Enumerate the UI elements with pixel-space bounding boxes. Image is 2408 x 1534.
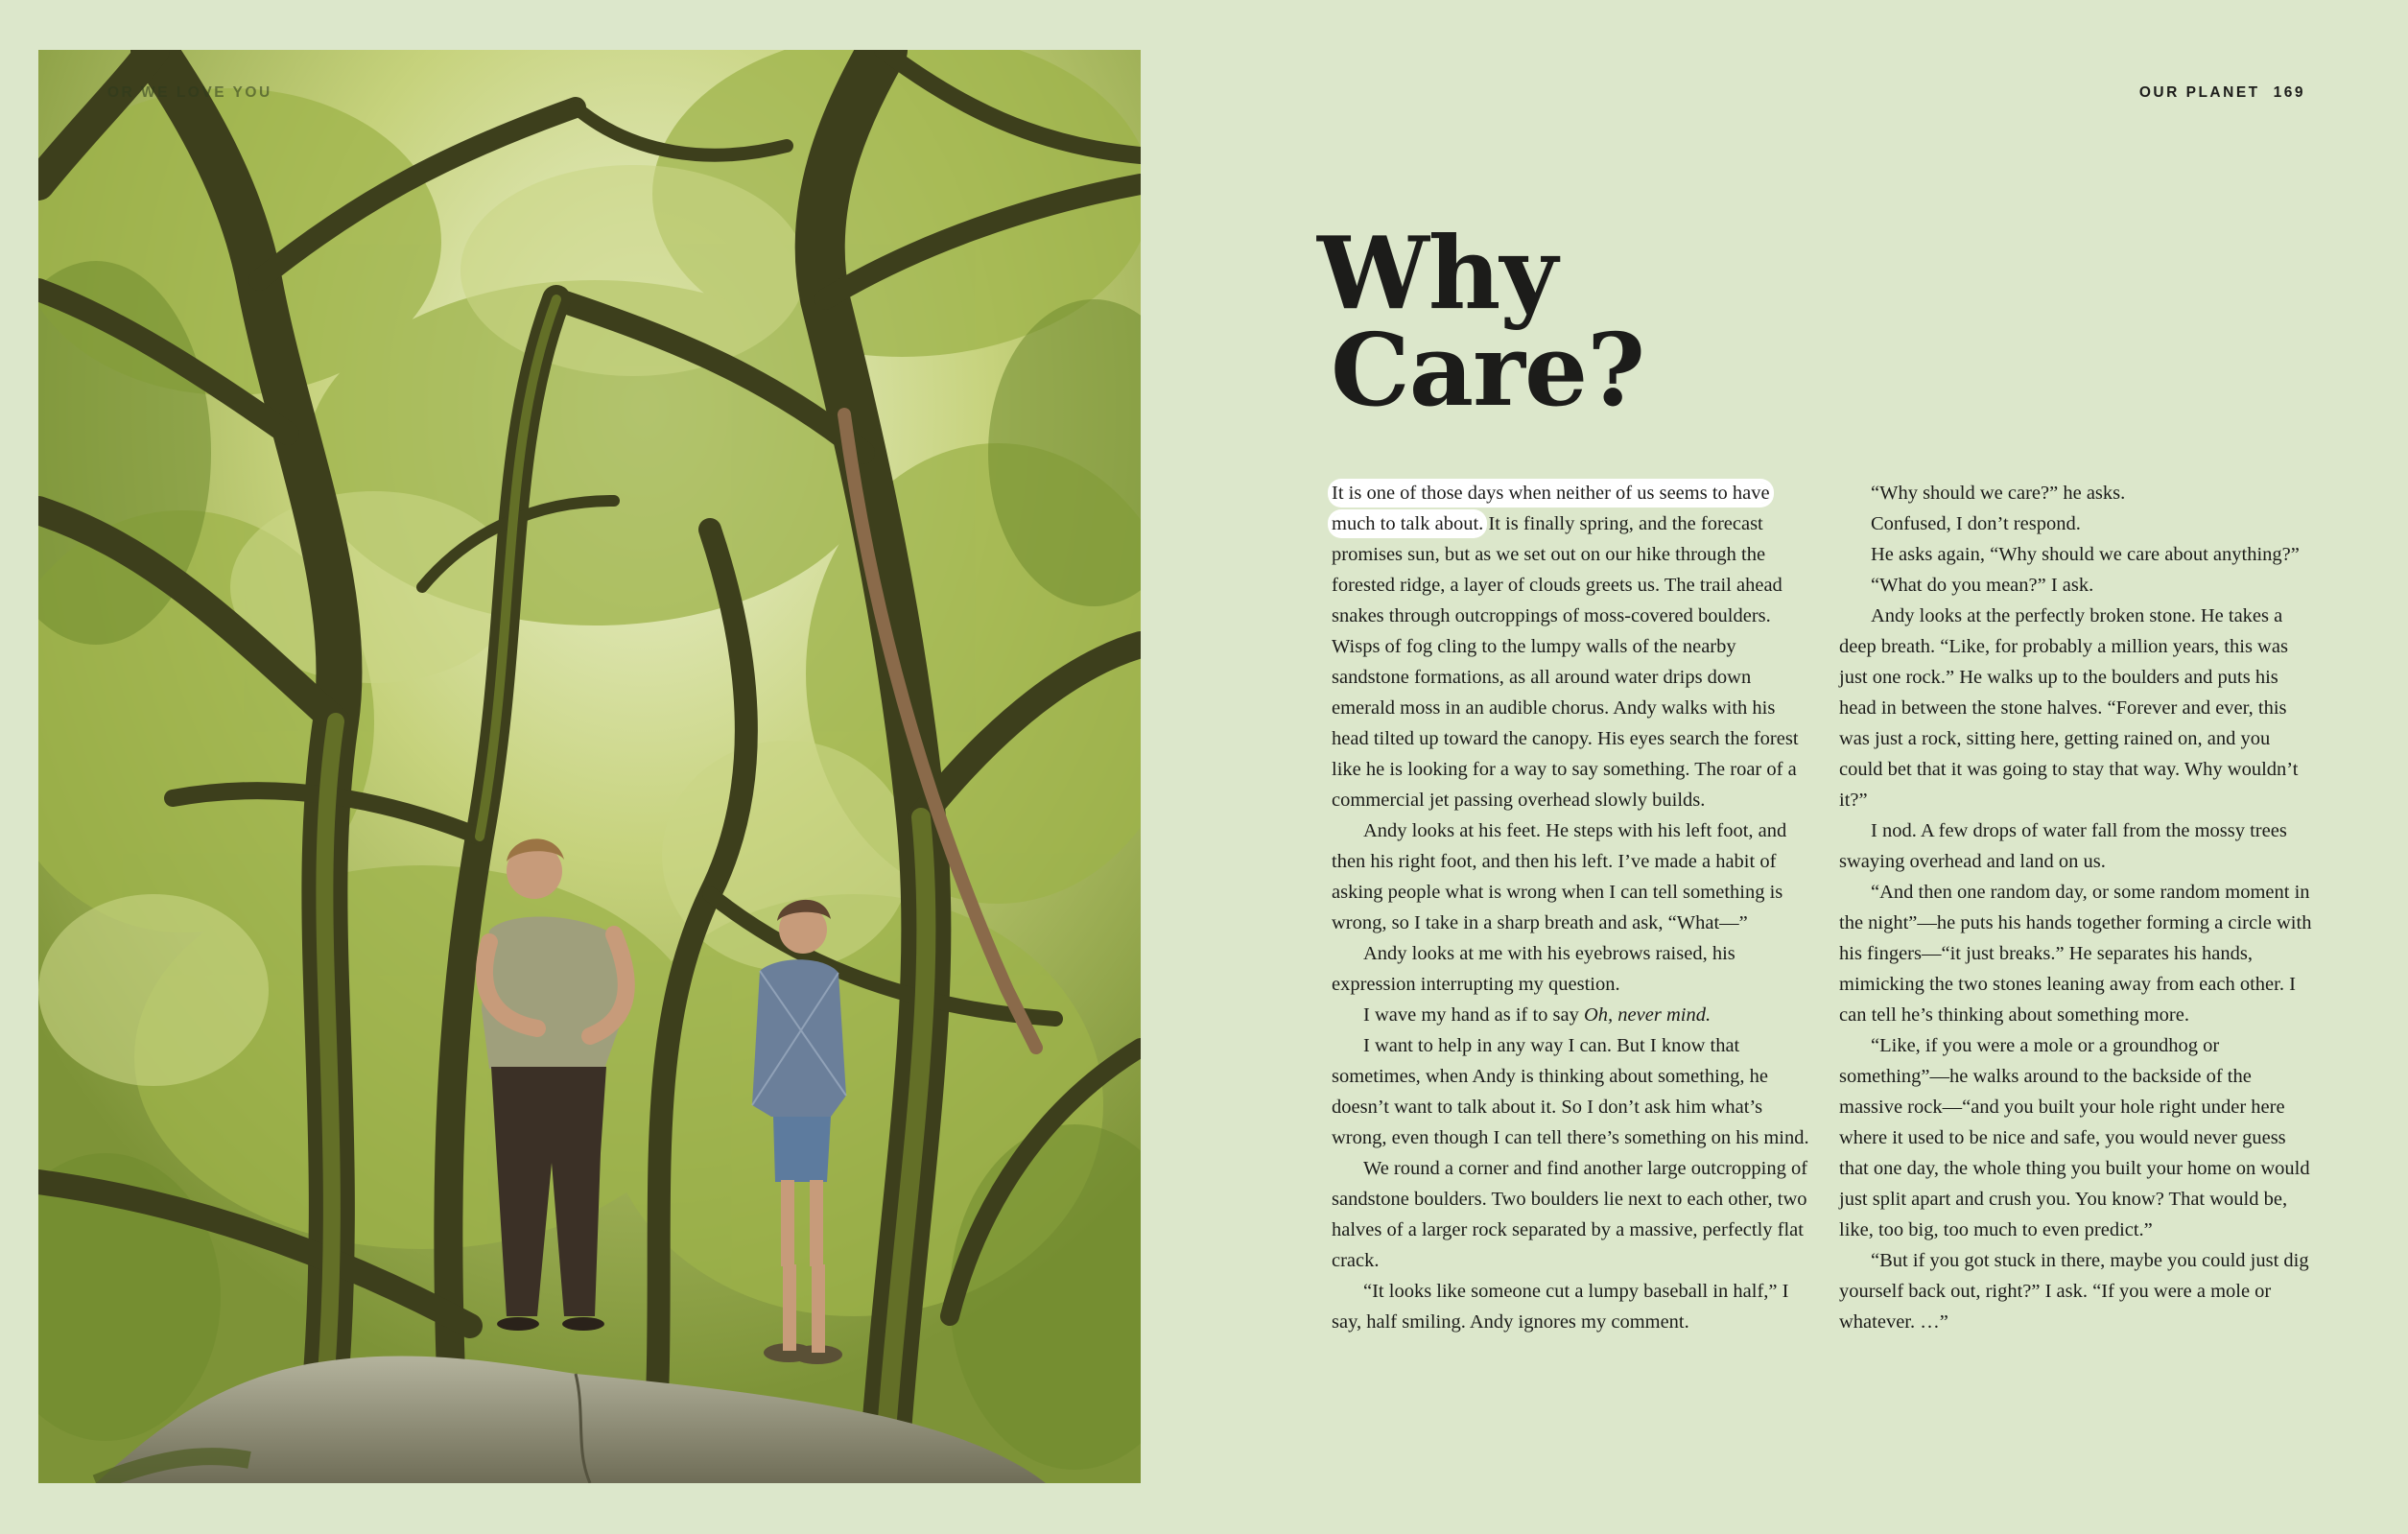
paragraph: I want to help in any way I can. But I know that sometimes, when Andy is thinking about something, he doesn’t want to talk about it. So I don’t ask him what’s wrong, even though I can tell there’s something on his mind. <box>1332 1035 1809 1148</box>
article-title <box>1317 214 1645 429</box>
paragraph-text: I wave my hand as if to say <box>1363 1004 1584 1026</box>
body-column-left <box>1332 478 1811 1337</box>
title-line-1: Why <box>1317 214 1557 332</box>
body-column-right <box>1839 478 2312 1337</box>
paragraph <box>1332 1000 1811 1030</box>
paragraph: Andy looks at his feet. He steps with his left foot, and then his right foot, and then his left. I’ve made a habit of asking people what is wrong when I can tell something is wrong, so I take in a sharp breath and ask, “What—” <box>1332 820 1787 933</box>
paragraph: Andy looks at the perfectly broken stone. He takes a deep breath. “Like, for probably a million years, this was just one rock.” He walks up to the boulders and puts his head in between the stone halves. “Forever and ever, this was just a rock, sitting here, getting rained on, and you could bet that it was going to stay that way. Why wouldn’t it?” <box>1839 605 2299 811</box>
paragraph: “What do you mean?” I ask. <box>1871 575 2094 596</box>
paragraph: We round a corner and find another large outcropping of sandstone boulders. Two boulders lie next to each other, two halves of a larger rock separated by a massive, perfectly flat crack. <box>1332 1158 1808 1271</box>
paragraph: Confused, I don’t respond. <box>1871 513 2081 534</box>
italic-text: Oh, never mind. <box>1584 1004 1712 1026</box>
running-header-left: OR WE LOVE YOU <box>107 84 272 101</box>
paragraph: “Like, if you were a mole or a groundhog or something”—he walks around to the backside of the massive rock—“and you built your hole right under here where it used to be nice and safe, you would never guess that one day, the whole thing you built your home on would just split apart and crush you. You know? That would be, like, too big, too much to even predict.” <box>1839 1035 2310 1240</box>
paragraph <box>1332 478 1811 815</box>
paragraph: “But if you got stuck in there, maybe you could just dig yourself back out, right?” I ask. “If you were a mole or whatever. …” <box>1839 1250 2309 1333</box>
highlighted-text[interactable]: It is one of those days when neither of us seems to have much to talk about. <box>1332 483 1770 534</box>
running-header-right <box>2139 84 2305 102</box>
paragraph: He asks again, “Why should we care about anything?” <box>1871 544 2300 565</box>
section-label: OUR PLANET <box>2138 84 2260 101</box>
page-number: 169 <box>2273 84 2305 101</box>
paragraph: “Why should we care?” he asks. <box>1871 483 2126 504</box>
title-line-2: Care? <box>1331 311 1645 429</box>
paragraph: “It looks like someone cut a lumpy baseball in half,” I say, half smiling. Andy ignores my comment. <box>1332 1281 1789 1333</box>
forest-photo-image <box>38 50 1141 1483</box>
paragraph: “And then one random day, or some random moment in the night”—he puts his hands together forming a circle with his fingers—“it just breaks.” He separates his hands, mimicking the two stones leaning away from each other. I can tell he’s thinking about something more. <box>1839 882 2312 1026</box>
paragraph: Andy looks at me with his eyebrows raised, his expression interrupting my question. <box>1332 943 1735 995</box>
forest-photo <box>38 50 1141 1483</box>
paragraph-text: It is finally spring, and the forecast promises sun, but as we set out on our hike through the forested ridge, a layer of clouds greets us. The trail ahead snakes through outcroppings of moss-covered boulders. Wisps of fog cling to the lumpy walls of the nearby sandstone formations, as all around water drips down emerald moss in an audible chorus. Andy walks with his head tilted up toward the canopy. His eyes search the forest like he is looking for a way to say something. The roar of a commercial jet passing overhead slowly builds. <box>1332 513 1799 811</box>
paragraph: I nod. A few drops of water fall from the mossy trees swaying overhead and land on us. <box>1839 820 2287 872</box>
